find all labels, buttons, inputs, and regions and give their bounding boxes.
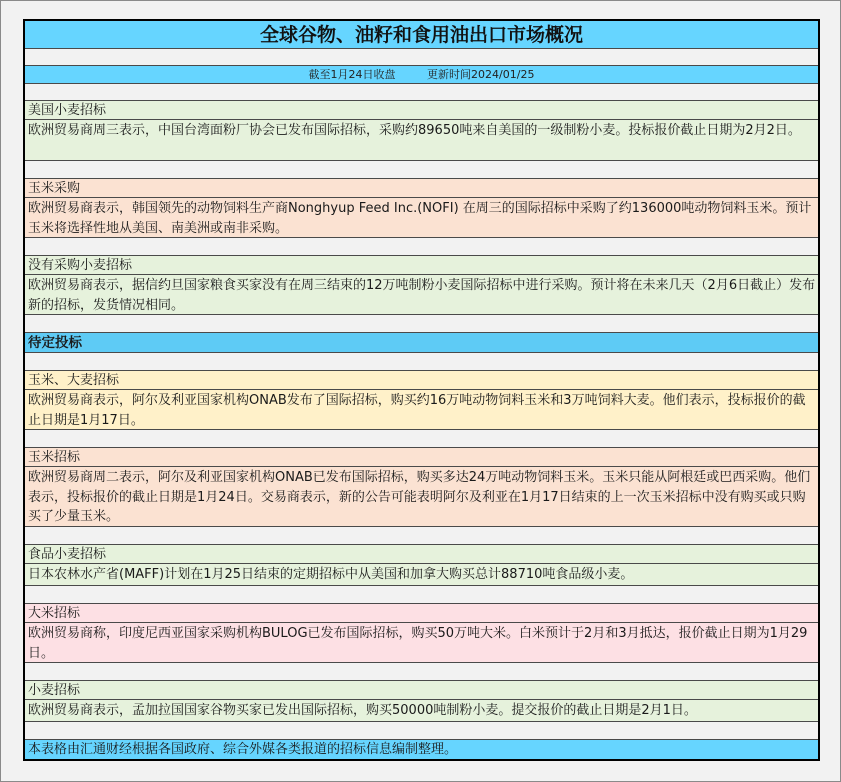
update-time: 更新时间2024/01/25 (427, 68, 535, 81)
category-row: 玉米采购 (25, 179, 818, 198)
blank-row (25, 238, 818, 256)
item-text: 欧洲贸易商表示，韩国领先的动物饲料生产商Nonghyup Feed Inc.(NOFI) 在周三的国际招标中采购了约136000吨动物饲料玉米。预计玉米将选择性地从美国、南美洲或南非采购。 (25, 198, 818, 238)
category-row: 大米招标 (25, 604, 818, 623)
closing-date: 截至1月24日收盘 (308, 68, 396, 81)
blank-row (25, 49, 818, 66)
blank-row (25, 722, 818, 740)
item-text: 日本农林水产省(MAFF)计划在1月25日结束的定期招标中从美国和加拿大购买总计88710吨食品级小麦。 (25, 564, 818, 586)
item-text: 欧洲贸易商周三表示，中国台湾面粉厂协会已发布国际招标，采购约89650吨来自美国的一级制粉小麦。投标报价截止日期为2月2日。 (25, 120, 818, 161)
category-row: 没有采购小麦招标 (25, 256, 818, 275)
category-row: 玉米招标 (25, 448, 818, 467)
blank-row (25, 527, 818, 545)
item-text: 欧洲贸易商称，印度尼西亚国家采购机构BULOG已发布国际招标，购买50万吨大米。白米预计于2月和3月抵达，报价截止日期为1月29日。 (25, 623, 818, 663)
item-text: 欧洲贸易商表示，据信约旦国家粮食买家没有在周三结束的12万吨制粉小麦国际招标中进行采购。预计将在未来几天（2月6日截止）发布新的招标，发货情况相同。 (25, 275, 818, 315)
category-row: 玉米、大麦招标 (25, 371, 818, 390)
market-table (23, 19, 820, 761)
category-row: 美国小麦招标 (25, 101, 818, 120)
blank-row (25, 84, 818, 101)
subheader-row (25, 66, 818, 84)
section-header: 待定投标 (25, 333, 818, 353)
page-title: 全球谷物、油籽和食用油出口市场概况 (25, 21, 818, 49)
item-text: 欧洲贸易商表示，阿尔及利亚国家机构ONAB发布了国际招标，购买约16万吨动物饲料玉米和3万吨饲料大麦。他们表示，投标报价的截止日期是1月17日。 (25, 390, 818, 430)
blank-row (25, 161, 818, 179)
item-text: 欧洲贸易商周二表示，阿尔及利亚国家机构ONAB已发布国际招标，购买多达24万吨动物饲料玉米。玉米只能从阿根廷或巴西采购。他们表示，投标报价的截止日期是1月24日。交易商表示，新的公告可能表明阿尔及利亚在1月17日结束的上一次玉米招标中没有购买或只购买了少量玉米。 (25, 467, 818, 527)
category-row: 食品小麦招标 (25, 545, 818, 564)
blank-row (25, 353, 818, 371)
blank-row (25, 586, 818, 604)
blank-row (25, 315, 818, 333)
blank-row (25, 430, 818, 448)
item-text: 欧洲贸易商表示，孟加拉国国家谷物买家已发出国际招标，购买50000吨制粉小麦。提交报价的截止日期是2月1日。 (25, 700, 818, 722)
footer-note: 本表格由汇通财经根据各国政府、综合外媒各类报道的招标信息编制整理。 (25, 740, 818, 759)
blank-row (25, 663, 818, 681)
category-row: 小麦招标 (25, 681, 818, 700)
